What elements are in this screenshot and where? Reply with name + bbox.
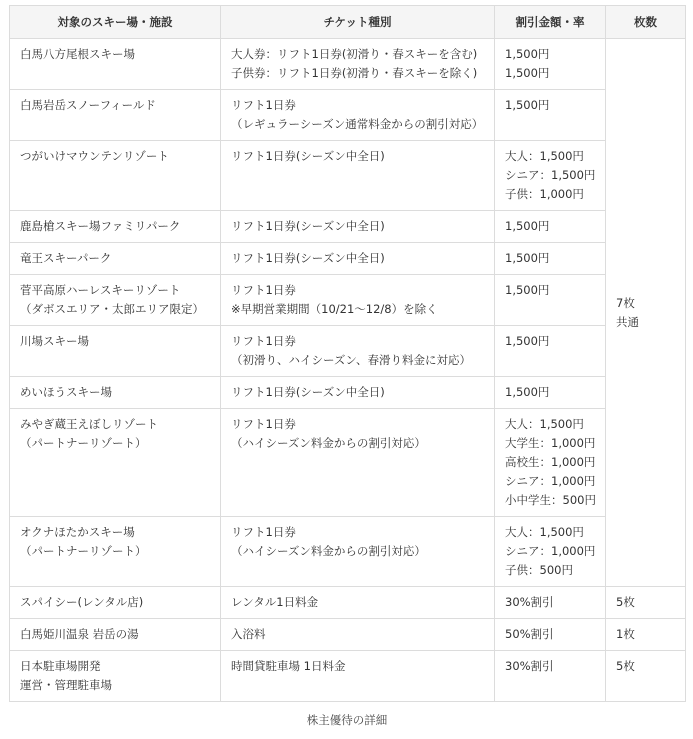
- facility-cell-line: （パートナーリゾート）: [20, 544, 147, 558]
- ticket-type-cell-line: 大人券：リフト1日券(初滑り・春スキーを含む): [231, 47, 478, 61]
- table-row: [10, 326, 686, 377]
- shared-count-cell-line: 共通: [616, 314, 639, 329]
- discount-cell: [495, 587, 606, 619]
- discount-cell-line: シニア：1,000円: [505, 544, 596, 558]
- facility-cell-line: つがいけマウンテンリゾート: [20, 149, 169, 163]
- facility-cell: [10, 409, 221, 517]
- ticket-type-cell: [221, 326, 495, 377]
- facility-cell: [10, 619, 221, 651]
- table-row: [10, 409, 686, 517]
- benefits-table: [9, 5, 686, 702]
- count-cell-line: 1枚: [616, 627, 635, 641]
- facility-cell: [10, 90, 221, 141]
- discount-cell-line: 大学生：1,000円: [505, 436, 596, 450]
- discount-cell: [495, 326, 606, 377]
- table-row: [10, 377, 686, 409]
- discount-cell: [495, 409, 606, 517]
- ticket-type-cell-line: （レギュラーシーズン通常料金からの割引対応）: [231, 117, 484, 131]
- facility-cell-line: （ダボスエリア・太郎エリア限定）: [20, 302, 204, 316]
- ticket-type-cell-line: レンタル1日料金: [231, 595, 319, 609]
- facility-cell-line: 白馬姫川温泉 岩岳の湯: [20, 627, 139, 641]
- shared-count-cell: [606, 39, 686, 587]
- discount-cell-line: 高校生：1,000円: [505, 455, 596, 469]
- discount-cell: [495, 275, 606, 326]
- header-count: 枚数: [606, 6, 686, 39]
- ticket-type-cell: [221, 651, 495, 702]
- discount-cell-line: 大人：1,500円: [505, 525, 584, 539]
- facility-cell: [10, 587, 221, 619]
- table-row: [10, 517, 686, 587]
- discount-cell-line: 小中学生：500円: [505, 493, 596, 507]
- facility-cell: [10, 517, 221, 587]
- table-row: [10, 587, 686, 619]
- ticket-type-cell-line: リフト1日券(シーズン中全日): [231, 149, 385, 163]
- facility-cell-line: オクナほたかスキー場: [20, 525, 135, 539]
- discount-cell-line: 30%割引: [505, 659, 554, 673]
- discount-cell-line: 1,500円: [505, 385, 550, 399]
- ticket-type-cell: [221, 141, 495, 211]
- facility-cell-line: 菅平高原ハーレスキーリゾート: [20, 283, 181, 297]
- count-cell: [606, 651, 686, 702]
- table-row: [10, 619, 686, 651]
- discount-cell: [495, 619, 606, 651]
- header-ticket-type: チケット種別: [221, 6, 495, 39]
- facility-cell: [10, 651, 221, 702]
- facility-cell-line: みやぎ蔵王えぼしリゾート: [20, 417, 158, 431]
- ticket-type-cell-line: 子供券：リフト1日券(初滑り・春スキーを除く): [231, 66, 478, 80]
- facility-cell-line: 日本駐車場開発: [20, 659, 101, 673]
- ticket-type-cell-line: 入浴料: [231, 627, 266, 641]
- facility-cell-line: 竜王スキーパーク: [20, 251, 112, 265]
- header-facility: 対象のスキー場・施設: [10, 6, 221, 39]
- ticket-type-cell: [221, 90, 495, 141]
- discount-cell: [495, 377, 606, 409]
- ticket-type-cell: [221, 619, 495, 651]
- discount-cell: [495, 211, 606, 243]
- facility-cell: [10, 39, 221, 90]
- ticket-type-cell-line: （ハイシーズン料金からの割引対応）: [231, 544, 426, 558]
- discount-cell-line: 1,500円: [505, 251, 550, 265]
- ticket-type-cell-line: リフト1日券: [231, 334, 296, 348]
- discount-cell: [495, 141, 606, 211]
- ticket-type-cell-line: リフト1日券: [231, 283, 296, 297]
- discount-cell: [495, 517, 606, 587]
- ticket-type-cell: [221, 377, 495, 409]
- discount-cell-line: 1,500円: [505, 219, 550, 233]
- header-discount: 割引金額・率: [495, 6, 606, 39]
- table-row: [10, 651, 686, 702]
- table-row: [10, 243, 686, 275]
- ticket-type-cell-line: リフト1日券: [231, 417, 296, 431]
- discount-cell: [495, 39, 606, 90]
- table-header-row: [10, 6, 686, 39]
- facility-cell-line: 鹿島槍スキー場ファミリパーク: [20, 219, 181, 233]
- facility-cell: [10, 377, 221, 409]
- discount-cell-line: 30%割引: [505, 595, 554, 609]
- facility-cell-line: スパイシー(レンタル店): [20, 595, 144, 609]
- discount-cell-line: シニア：1,500円: [505, 168, 596, 182]
- ticket-type-cell-line: リフト1日券(シーズン中全日): [231, 219, 385, 233]
- shared-count-cell-line: 7枚: [616, 295, 635, 310]
- ticket-type-cell-line: （ハイシーズン料金からの割引対応）: [231, 436, 426, 450]
- ticket-type-cell-line: ※早期営業期間（10/21～12/8）を除く: [231, 302, 438, 316]
- count-cell: [606, 587, 686, 619]
- ticket-type-cell: [221, 587, 495, 619]
- discount-cell-line: 1,500円: [505, 283, 550, 297]
- ticket-type-cell-line: リフト1日券(シーズン中全日): [231, 251, 385, 265]
- discount-cell-line: 1,500円: [505, 98, 550, 112]
- ticket-type-cell: [221, 517, 495, 587]
- count-cell: [606, 619, 686, 651]
- facility-cell-line: 白馬八方尾根スキー場: [20, 47, 135, 61]
- discount-cell: [495, 651, 606, 702]
- facility-cell-line: めいほうスキー場: [20, 385, 112, 399]
- table-row: [10, 211, 686, 243]
- discount-cell-line: 1,500円: [505, 66, 550, 80]
- ticket-type-cell: [221, 409, 495, 517]
- discount-cell-line: 1,500円: [505, 334, 550, 348]
- facility-cell-line: （パートナーリゾート）: [20, 436, 147, 450]
- table-row: [10, 141, 686, 211]
- table-caption: 株主優待の詳細: [306, 713, 388, 727]
- facility-cell-line: 川場スキー場: [20, 334, 89, 348]
- ticket-type-cell-line: リフト1日券(シーズン中全日): [231, 385, 385, 399]
- ticket-type-cell-line: リフト1日券: [231, 525, 296, 539]
- discount-cell-line: 大人：1,500円: [505, 417, 584, 431]
- discount-cell: [495, 90, 606, 141]
- discount-cell-line: 50%割引: [505, 627, 554, 641]
- discount-cell-line: シニア：1,000円: [505, 474, 596, 488]
- ticket-type-cell: [221, 211, 495, 243]
- ticket-type-cell: [221, 39, 495, 90]
- facility-cell-line: 運営・管理駐車場: [20, 678, 112, 692]
- ticket-type-cell-line: リフト1日券: [231, 98, 296, 112]
- table-row: [10, 90, 686, 141]
- count-cell-line: 5枚: [616, 659, 635, 673]
- facility-cell: [10, 211, 221, 243]
- ticket-type-cell: [221, 243, 495, 275]
- ticket-type-cell-line: 時間貸駐車場 1日料金: [231, 659, 346, 673]
- count-cell-line: 5枚: [616, 595, 635, 609]
- table-row: [10, 275, 686, 326]
- facility-cell: [10, 326, 221, 377]
- discount-cell-line: 大人：1,500円: [505, 149, 584, 163]
- discount-cell-line: 子供：1,000円: [505, 187, 584, 201]
- facility-cell-line: 白馬岩岳スノーフィールド: [20, 98, 156, 112]
- discount-cell-line: 1,500円: [505, 47, 550, 61]
- facility-cell: [10, 141, 221, 211]
- facility-cell: [10, 243, 221, 275]
- facility-cell: [10, 275, 221, 326]
- discount-cell-line: 子供：500円: [505, 563, 573, 577]
- ticket-type-cell: [221, 275, 495, 326]
- discount-cell: [495, 243, 606, 275]
- table-row: [10, 39, 686, 90]
- ticket-type-cell-line: （初滑り、ハイシーズン、春滑り料金に対応）: [231, 353, 472, 367]
